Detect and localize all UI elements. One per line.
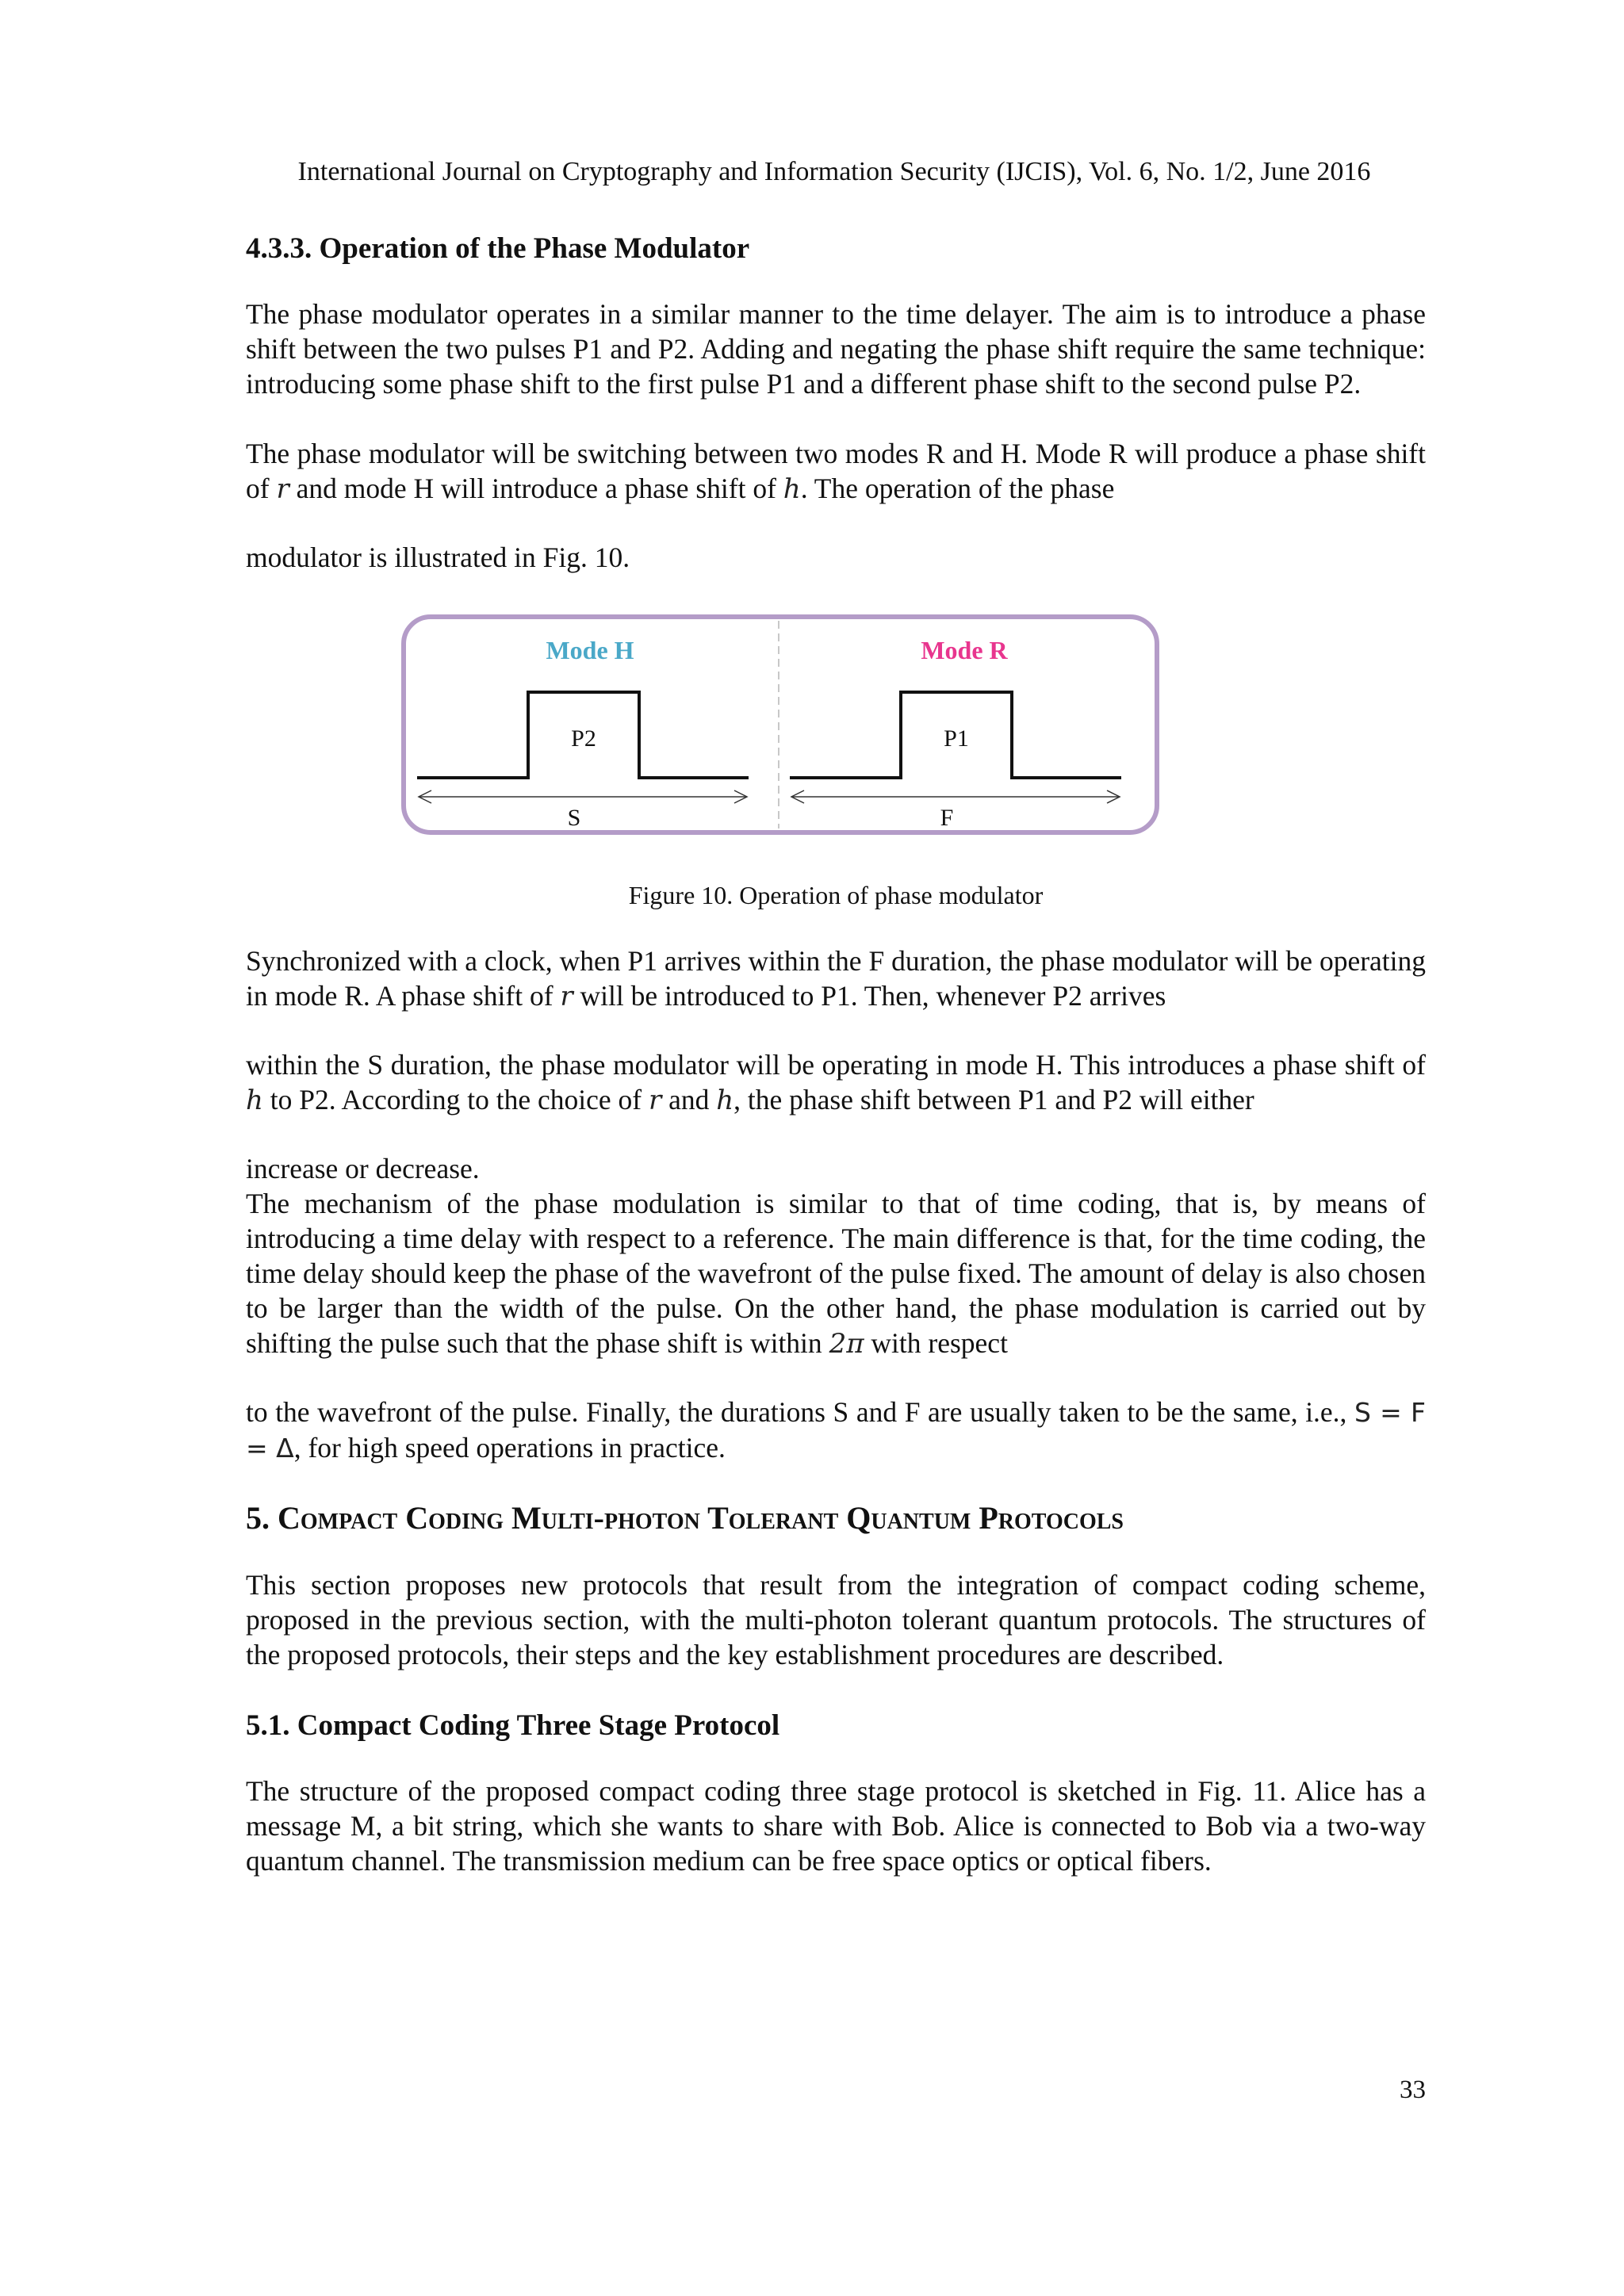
text-fragment: , for high speed operations in practice. — [293, 1432, 726, 1464]
figure-10-caption: Figure 10. Operation of phase modulator — [628, 881, 1044, 910]
math-r: r — [560, 981, 573, 1013]
paragraph-modes-cont: modulator is illustrated in Fig. 10. — [246, 541, 630, 574]
paragraph-three-stage: The structure of the proposed compact coding three stage protocol is sketched in Fig. 11. Alice has a message M, a bit string, which she wants to share with Bob. Alice is connected to Bob via a two-way quantum channel. The transmission medium can be free space optics or optical fibers. — [246, 1775, 1426, 1877]
text-fragment: The mechanism of the phase modulation is similar to that of time coding, that is, by means of introducing a time delay with respect to a reference. The main difference is that, for the time coding, the time delay should keep the phase of the wavefront of the pulse fixed. The amount of delay is also chosen to be larger than the width of the pulse. On the other hand, the phase modulation is carried out by shifting the pulse such that the phase shift is within — [246, 1188, 1426, 1360]
phase-modulator-diagram — [400, 613, 1161, 843]
figure-border — [404, 617, 1157, 832]
paragraph-modes — [246, 436, 1426, 507]
section-5-heading: Compact Coding Multi-photon Tolerant Quantum Protocols — [278, 1500, 1124, 1536]
section-5-title — [246, 1498, 1426, 1539]
text-fragment: to the wavefront of the pulse. Finally, the durations S and F are usually taken to be the same, i.e., — [246, 1396, 1347, 1429]
text-fragment: Synchronized with a clock, when P1 arrives within the F duration, the phase modulator will be operating in mode R. A phase shift of — [246, 945, 1426, 1012]
p1-label: P1 — [944, 725, 969, 752]
math-h: h — [246, 1085, 263, 1117]
paragraph-mechanism — [246, 1186, 1426, 1361]
f-label: F — [940, 805, 954, 832]
mode-h-label: Mode H — [546, 636, 634, 665]
text-fragment: to P2. According to the choice of — [270, 1084, 642, 1116]
figure-10 — [400, 613, 1161, 843]
section-5-number: 5. — [246, 1500, 278, 1536]
section-5-1-title: 5.1. Compact Coding Three Stage Protocol — [246, 1709, 780, 1743]
math-r: r — [648, 1085, 662, 1117]
paragraph-phase-modulator-intro: The phase modulator operates in a similar manner to the time delayer. The aim is to introduce a phase shift between the two pulses P1 and P2. Adding and negating the phase shift require the same technique: introducing some phase shift to the first pulse P1 and a different phase shift to the second pulse P2. — [246, 298, 1426, 400]
mode-r-label: Mode R — [921, 636, 1008, 665]
page-number: 33 — [1400, 2076, 1426, 2104]
p2-label: P2 — [571, 725, 596, 752]
journal-header: International Journal on Cryptography and Information Security (IJCIS), Vol. 6, No. 1/2, June 2016 — [297, 157, 1371, 186]
page-content — [246, 230, 1426, 1878]
text-fragment: . The operation of the phase — [800, 473, 1115, 505]
text-fragment: and — [668, 1084, 710, 1116]
section-4-3-3-title: 4.3.3. Operation of the Phase Modulator — [246, 232, 750, 265]
math-2pi: 2π — [829, 1328, 864, 1360]
math-h: h — [716, 1085, 734, 1117]
text-fragment: The phase modulator will be switching between two modes R and H. Mode R will produce a phase shift of — [246, 438, 1426, 505]
math-r: r — [276, 473, 289, 506]
paragraph-synchronized-end: increase or decrease. — [246, 1153, 480, 1185]
paragraph-section-5-intro: This section proposes new protocols that result from the integration of compact coding scheme, proposed in the previous section, with the multi-photon tolerant quantum protocols. The structures of the proposed protocols, their steps and the key establishment procedures are described. — [246, 1569, 1426, 1671]
text-fragment: within the S duration, the phase modulator will be operating in mode H. This introduces a phase shift of — [246, 1049, 1426, 1081]
text-fragment: and mode H will introduce a phase shift of — [296, 473, 776, 505]
math-h: h — [783, 473, 801, 506]
text-fragment: will be introduced to P1. Then, whenever P2 arrives — [580, 980, 1166, 1012]
s-label: S — [567, 805, 581, 832]
math-s-equals-f-equals-delta: S = F = Δ — [246, 1397, 1427, 1464]
text-fragment: , the phase shift between P1 and P2 will either — [733, 1084, 1254, 1116]
paragraph-synchronized — [246, 943, 1426, 1014]
paragraph-mechanism-cont — [246, 1395, 1426, 1466]
paragraph-synchronized-cont — [246, 1047, 1426, 1118]
text-fragment: with respect — [871, 1327, 1008, 1360]
